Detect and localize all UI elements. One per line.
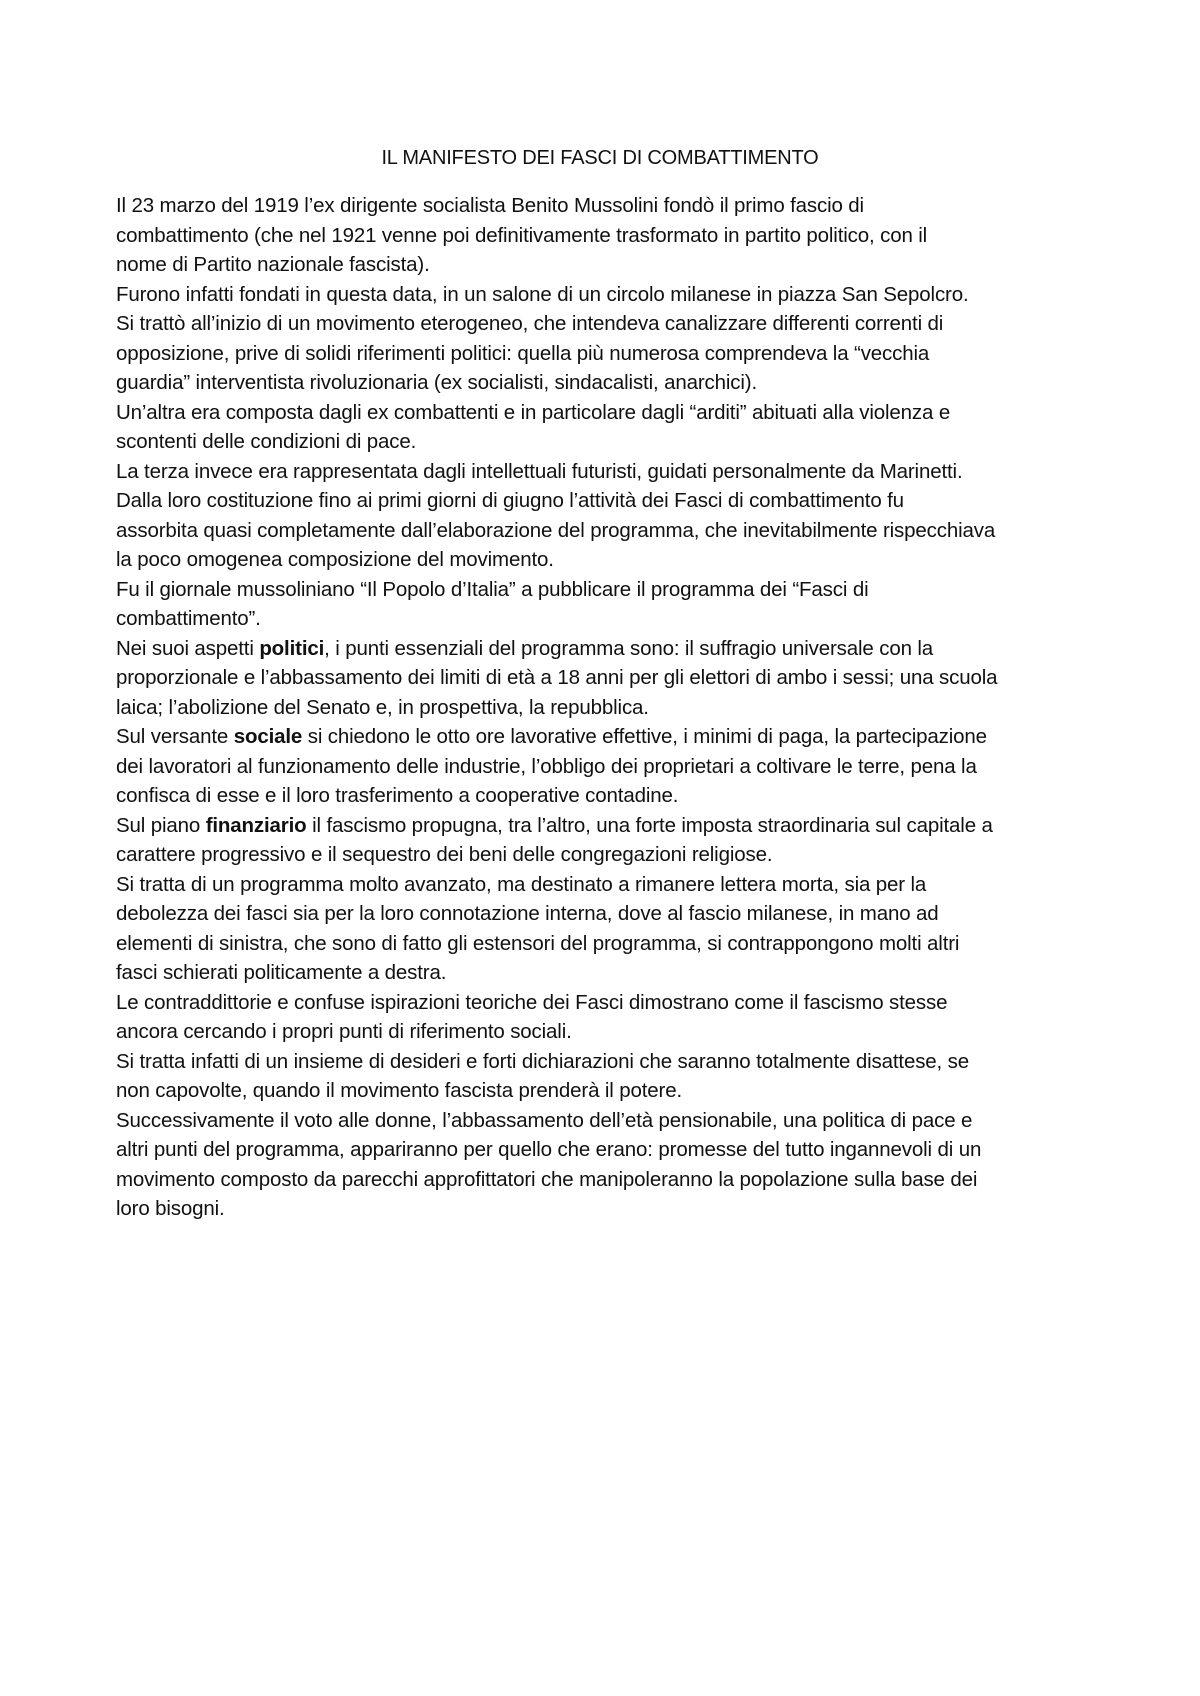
text-segment: Sul versante (116, 725, 234, 748)
text-segment: si chiedono le otto ore lavorative effettive, i minimi di paga, la partecipazione (302, 725, 987, 748)
text-line: assorbita quasi completamente dall’elaborazione del programma, che inevitabilmente rispecchiava (116, 518, 996, 542)
text-line: Il 23 marzo del 1919 l’ex dirigente socialista Benito Mussolini fondò il primo fascio di (116, 194, 864, 217)
bold-keyword: politici (259, 636, 325, 660)
text-line: loro bisogni. (116, 1197, 225, 1220)
text-line: dei lavoratori al funzionamento delle industrie, l’obbligo dei proprietari a coltivare le terre, pena la (116, 754, 977, 778)
document-title: IL MANIFESTO DEI FASCI DI COMBATTIMENTO (381, 147, 819, 169)
text-line: Si trattò all’inizio di un movimento eterogeneo, che intendeva canalizzare differenti correnti di (116, 312, 944, 335)
text-line: Le contraddittorie e confuse ispirazioni teoriche dei Fasci dimostrano come il fascismo stesse (116, 990, 948, 1014)
text-line: debolezza dei fasci sia per la loro connotazione interna, dove al fascio milanese, in mano ad (116, 902, 939, 925)
bold-keyword: finanziario (205, 813, 307, 837)
text-line: altri punti del programma, appariranno per quello che erano: promesse del tutto ingannevoli di un (116, 1138, 982, 1161)
text-segment: , i punti essenziali del programma sono: il suffragio universale con la (324, 636, 934, 660)
text-line: nome di Partito nazionale fascista). (116, 253, 430, 276)
text-line: non capovolte, quando il movimento fascista prenderà il potere. (116, 1079, 683, 1102)
document-body (116, 191, 1096, 1224)
text-line: Si tratta di un programma molto avanzato, ma destinato a rimanere lettera morta, sia per la (116, 872, 927, 896)
text-line: Successivamente il voto alle donne, l’abbassamento dell’età pensionabile, una politica di pace e (116, 1108, 973, 1132)
text-segment: il fascismo propugna, tra l’altro, una forte imposta straordinaria sul capitale a (306, 813, 993, 837)
text-line: opposizione, prive di solidi riferimenti politici: quella più numerosa comprendeva la “vecchia (116, 341, 930, 365)
text-segment: Nei suoi aspetti (116, 636, 260, 660)
text-line: Furono infatti fondati in questa data, in un salone di un circolo milanese in piazza San Sepolcro. (116, 282, 969, 306)
text-line: La terza invece era rappresentata dagli intellettuali futuristi, guidati personalmente da Marinetti. (116, 459, 963, 483)
bold-keyword: sociale (233, 725, 303, 748)
text-segment: Sul piano (116, 813, 206, 837)
text-line: fasci schierati politicamente a destra. (116, 961, 447, 984)
text-line: combattimento (che nel 1921 venne poi definitivamente trasformato in partito politico, con il (116, 223, 928, 247)
text-line (116, 811, 1096, 841)
text-line: laica; l’abolizione del Senato e, in prospettiva, la repubblica. (116, 695, 649, 719)
text-line: guardia” interventista rivoluzionaria (ex socialisti, sindacalisti, anarchici). (116, 371, 758, 394)
text-line: combattimento”. (116, 607, 261, 630)
text-line: confisca di esse e il loro trasferimento a cooperative contadine. (116, 784, 679, 807)
text-line: ancora cercando i propri punti di riferimento sociali. (116, 1020, 572, 1043)
text-line: Si tratta infatti di un insieme di desideri e forti dichiarazioni che saranno totalmente disattese, se (116, 1049, 969, 1073)
text-line: Un’altra era composta dagli ex combattenti e in particolare dagli “arditi” abituati alla violenza e (116, 400, 951, 424)
text-line: movimento composto da parecchi approfittatori che manipoleranno la popolazione sulla base dei (116, 1167, 978, 1191)
text-line: la poco omogenea composizione del movimento. (116, 548, 554, 571)
text-line: Dalla loro costituzione fino ai primi giorni di giugno l’attività dei Fasci di combattimento fu (116, 489, 904, 512)
text-line: elementi di sinistra, che sono di fatto gli estensori del programma, si contrappongono molti altri (116, 931, 960, 955)
text-line (116, 722, 1096, 752)
text-line: scontenti delle condizioni di pace. (116, 430, 417, 453)
text-line: carattere progressivo e il sequestro dei beni delle congregazioni religiose. (116, 843, 773, 866)
text-line (116, 634, 1096, 664)
text-line: proporzionale e l’abbassamento dei limiti di età a 18 anni per gli elettori di ambo i sessi; una scuola (116, 666, 998, 689)
text-line: Fu il giornale mussoliniano “Il Popolo d’Italia” a pubblicare il programma dei “Fasci di (116, 577, 869, 601)
